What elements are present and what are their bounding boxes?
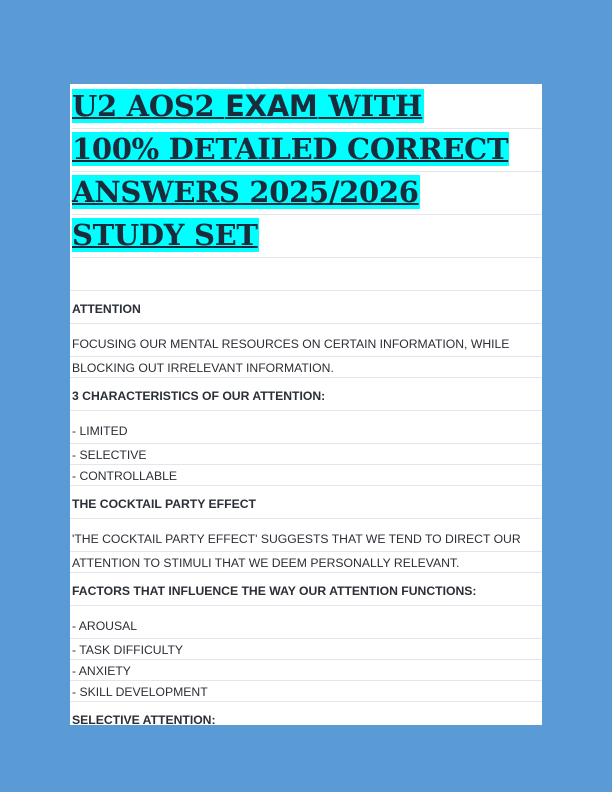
- section-text-line: - SELECTIVE: [70, 444, 542, 465]
- section-text-line: - TASK DIFFICULTY: [70, 639, 542, 660]
- title-part-2: EXAM: [225, 89, 318, 123]
- document-title: [70, 84, 542, 258]
- blank-row: [70, 258, 542, 291]
- section-heading: 3 CHARACTERISTICS OF OUR ATTENTION:: [70, 378, 542, 411]
- section-text-line: - LIMITED: [70, 411, 542, 444]
- title-line-4-text: STUDY SET: [72, 218, 258, 252]
- section-heading: SELECTIVE ATTENTION:: [70, 702, 542, 725]
- title-line-2-text: 100% DETAILED CORRECT: [72, 132, 509, 166]
- title-line-1: [72, 86, 542, 129]
- title-part-1: U2 AOS2: [72, 89, 225, 123]
- title-line-1-text: [72, 89, 424, 123]
- section-text-line: 'THE COCKTAIL PARTY EFFECT' SUGGESTS THAT WE TEND TO DIRECT OUR: [70, 519, 542, 552]
- section-heading: THE COCKTAIL PARTY EFFECT: [70, 486, 542, 519]
- title-part-3: WITH: [318, 89, 423, 123]
- title-line-2: [72, 129, 542, 172]
- section-text-line: BLOCKING OUT IRRELEVANT INFORMATION.: [70, 357, 542, 378]
- section-text-line: - AROUSAL: [70, 606, 542, 639]
- section-text-line: - SKILL DEVELOPMENT: [70, 681, 542, 702]
- title-line-3: [72, 172, 542, 215]
- title-line-3-text: ANSWERS 2025/2026: [72, 175, 419, 209]
- section-text-line: - CONTROLLABLE: [70, 465, 542, 486]
- section-heading: FACTORS THAT INFLUENCE THE WAY OUR ATTENTION FUNCTIONS:: [70, 573, 542, 606]
- title-line-4: [72, 215, 542, 258]
- section-text-line: FOCUSING OUR MENTAL RESOURCES ON CERTAIN INFORMATION, WHILE: [70, 324, 542, 357]
- section-heading: ATTENTION: [70, 291, 542, 324]
- section-text-line: - ANXIETY: [70, 660, 542, 681]
- section-text-line: ATTENTION TO STIMULI THAT WE DEEM PERSONALLY RELEVANT.: [70, 552, 542, 573]
- document-page: [70, 84, 542, 725]
